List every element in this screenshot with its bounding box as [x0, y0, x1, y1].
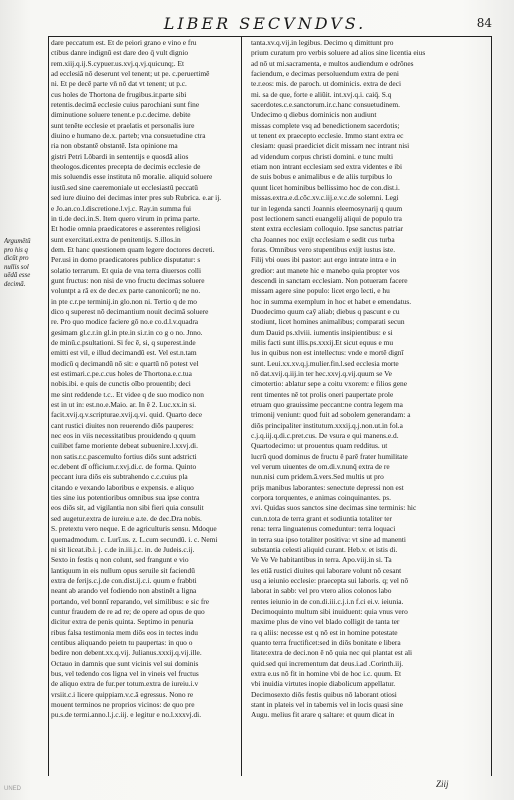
text-line: centibus aliquando peietn tu paupertas: in quo o [51, 637, 193, 647]
text-line: te.r.eos: mis. de paroch. ut dominicis. extra de deci [251, 79, 402, 89]
text-line: ni sit liceat.ib.i. j. c.de in.iii.j.c. in. de Judeis.c.ij. [51, 544, 195, 554]
text-line: extra de ferijs.c.j.de con.dist.ij.c.i. quum e frabbti [51, 575, 197, 585]
text-line: ctibus danre indignū est dare deo q̄ vult dignio [51, 48, 189, 58]
text-line: lucrū quod dominus de fructu ē parē frater humilitate [251, 451, 408, 461]
text-line: pu.s.de termi.anno.l.j.c.iij. e legitur e no.l.xxxvj.di. [51, 710, 202, 720]
text-line: cuntur fraudem de re ad re; de opere ad opus de quo [51, 606, 205, 616]
text-line: cha Joannes noc exijt ecclesiam e sedit cus turba [251, 234, 395, 244]
margin-note-line: uēdā esse [4, 272, 31, 280]
text-line: iustū.sed sine caeremoniale ut ecclesiastū peccatū [51, 182, 198, 192]
text-line: etiam non intrant ecclesiam sed extra videntes e ibi [251, 162, 403, 172]
text-line: Sexto in festis q non colunt, sed frangunt e vio [51, 555, 189, 565]
text-line: Duodecimo quum caȳ aliab; diebus q pascunt e cu [251, 306, 400, 316]
text-line: cimotertio: ablatur sepe a coitu vxorem: e filios gene [251, 379, 407, 389]
text-line: etruam quo grauissime peccant:ne contra legem ma [251, 400, 403, 410]
text-line: emitti est vil, e illud decimandū est. Vel est.n.tam [51, 348, 197, 358]
left-text-column [51, 38, 233, 721]
text-line: est estimari.c.pe.c.cus holes de Thortona.e.c.tua [51, 369, 192, 378]
text-line: voluntpt a rā ex de dec.ex parte canonicorū; ne no. [51, 286, 201, 296]
text-line: ties sine ius potentioribus omnibus sua ipse contra [51, 493, 200, 503]
text-line: ad videndum corpus christi domini. e tunc multi [251, 151, 394, 161]
text-line: stent extra ecclesiam colloquio. Ipse sanctus patriar [251, 224, 404, 234]
text-line: vrsiit.c.i licere quippiam.v.c.ā egressus. Nono re [51, 689, 194, 699]
text-line: re. Pro quo modice faciere gō no.e co.d.l.v.quadra [51, 317, 199, 327]
text-line: Decimosexto diōs festis quibus nō laborant otiosi [251, 689, 397, 699]
text-line: dico q superest nō decimantium nouit decimā soluere [51, 306, 209, 316]
text-line: clesiam: quasi praediciet dicit missam nec intrant nisi [251, 141, 410, 151]
text-line: les etiā rustici diuites qui laborare volunt nō cesant [251, 565, 402, 575]
text-line: milis facti sunt illis.ps.xxxij.Et sicut equus e mu [251, 337, 394, 347]
text-line: descendi in sanctam ecclesiam. Non potueram facere [251, 275, 408, 285]
text-line: extra e.us nō fit in homine vbi de hoc i.c. quum. Et [251, 668, 402, 678]
text-line: dicitur extra de penis quinta. Septimo in penuria [51, 617, 194, 627]
text-line: rem.xiij.q.ij.S.cypuer.us.xvj.q.vj.quicunq;. Et [51, 58, 185, 68]
margin-note-line: Argumētū [4, 238, 31, 245]
text-line: mouent terminos ne proprios vicinos: de quo pre [51, 700, 195, 709]
text-line: sed augetur.extra de iureiu.e a.te. de dec.Dra nobis. [51, 513, 202, 523]
text-line: substantia celesti aliquid curant. Heb.v. et istis di. [251, 544, 398, 554]
text-line: nec eos in viis necessitatibus prouidendo q quum [51, 431, 196, 441]
text-line: diōs principaliter institutum.xxxij.q.j.non.ut.in fol.a [251, 420, 403, 430]
text-line: ad nō ut mi.sacramenta, e multos audiendum e odrōnes [251, 58, 414, 68]
text-line: sunt tenēte ecclesie et praelatis et personalis iure [51, 120, 195, 130]
text-line: nō dat.xvij.q.iij.in ter hec.xxvj.q.vij.quum se Ve [251, 369, 392, 378]
text-line: sunt exercitati.extra de penitentijs. S.illos.in [51, 234, 181, 244]
text-line: quanto terra fructificet:sed in diōs bonitate e libera [251, 637, 401, 647]
text-line: prijs manibus laborantes: senectute depressi non est [251, 482, 404, 492]
text-line: quid.sed qui incrementum dat deus.i.ad .Corinth.iij. [251, 658, 404, 668]
text-line: stodiunt, licet homines animalibus; comparati secun [251, 317, 405, 327]
text-line: cant rustici diuites non reuerendo diōs pauperes: [51, 420, 194, 430]
text-line: litate:extra de deci.non ē nō quia nec qui plantat est ali [251, 648, 413, 658]
text-line: non satis.r.c.pascemulto fortius diōs sunt adstricti [51, 451, 197, 461]
margin-note-line: dicūt pro [4, 255, 29, 263]
text-line: ad ecclesiā nō deserunt vel tenent; ut pe. c.peruertimē [51, 69, 210, 79]
text-line: tanta.xv.q.vij.in legibus. Decimo q dimittunt pro [251, 38, 394, 47]
text-line: rena: terra linguatenus comeduntur: terra loquaci [251, 524, 396, 534]
text-line: missas.extra.e.d.cōc.xv.c.iij.e.v.c.de solemni. Legi [251, 193, 399, 203]
text-line: quunt licet hominibus bellissimo hoc de con.dist.i. [251, 182, 400, 192]
text-line: rentes ieiunio in de con.di.iii.c.j.i.n f.ci ei.v. ieiunia. [251, 596, 404, 606]
text-line: neant ab arando vel fodiendo non abstinēt a ligna [51, 586, 197, 596]
right-border [491, 36, 492, 776]
text-line: quemadmodum. c. Lurī.us. z. L.cum secundū. i. c. Nemi [51, 534, 218, 544]
text-line: Augu. melius fit arare q saltare: et quum dicat in [251, 710, 395, 720]
text-line: dum Dauid ps.xlviii. iumentis insipientibus: e si [251, 327, 393, 337]
text-line: corpora torquentes, e animas coinquinantes. ps. [251, 493, 391, 503]
marginal-annotation [4, 238, 48, 290]
text-line: ribus falsa testimonia mem diōs eos in tectes indu [51, 627, 198, 637]
text-line: retentis.decimā ecclesie cuius parochiani sunt fine [51, 100, 200, 110]
text-line: prium curatum pro verbis soluere ad alios sine licentia eius [251, 48, 426, 58]
text-line: citando e vexando laboribus e expensis. e aliquo [51, 482, 194, 492]
text-line: c.j.q.iij.q.di.c.pret.cus. De vsura e qui manens.e.d. [251, 431, 399, 441]
folio-number: 84 [476, 16, 492, 30]
text-line: de aliquo extra de fur.per totum.extra de iureiu.i.v [51, 679, 199, 689]
text-line: Undecimo q diebus dominicis non audiunt [251, 110, 377, 120]
text-line: portando, vel bonnī reparando, vel similibus: e sic fre [51, 596, 210, 606]
text-line: solatio terrarum. Et quia de vna terra diuersos colli [51, 265, 202, 275]
text-line: rent timentes nē tot prolis oneri paupertate prole [251, 389, 394, 399]
text-line: nun.nisi cum pridem.ā.vers.Sed multis ut pro [251, 472, 384, 482]
text-line: in terra sua ipso totaliter positiva: vt sine ad manenti [251, 534, 406, 544]
text-line: diuino e humano de.x. parteb; vna consuetudine ctra [51, 131, 206, 141]
text-line: in pte c.r.pe terminij.in glo.non ni. Tertio q de mo [51, 296, 197, 306]
text-line: cuilibet fame moriente debeat subuenire.l.xxvj.di. [51, 441, 198, 451]
text-line: laborat in sabb: vel pro vtero alios colonos labo [251, 586, 392, 596]
text-line: Quartodecimo: ut prouentus quam redditus. ut [251, 441, 388, 451]
text-line: ria non obstantē obstantē. Ista opinione ma [51, 141, 178, 151]
text-line: nobis.ibi. e quis de cunctis oībo prouentib; deci [51, 379, 191, 389]
text-line: gunt fructus: non nisi de vno fructu decimas soluere [51, 275, 205, 285]
text-line: sunt. Leui.xx.xv.q.j.mulier.fin.l.sed ecclesia morte [251, 358, 399, 368]
text-line: modicū q decimandū nō sit: e quartū nō potest vel [51, 358, 199, 368]
text-line: de minū.c.psultationi. Si fec ē, si, q superest.inde [51, 337, 196, 347]
text-line: vel verum uiuentes de om.di.v.nunq̄ extra de re [251, 462, 390, 472]
text-line: faciendum, e decimas persoluendum extra de peni [251, 69, 399, 79]
text-line: gesimam gl.c.r.in gl.in pte.in si.r.in co g o no. Jnno. [51, 327, 203, 337]
column-divider [241, 36, 242, 776]
text-line: e Jo.an.co.l.discretione.l.vj.c. Ray.in summa fui [51, 203, 192, 213]
text-line: tur in legenda sancti Joannis eleemosynarij q quum [251, 203, 403, 213]
text-line: dem. Et hanc questionem quam legere doctores decreti. [51, 244, 215, 254]
text-line: gredior: aut manete hic e manebo quia propter vos [251, 265, 400, 275]
text-line: cun.n.tota de terra grant et sodiuntia totaliter ter [251, 513, 392, 523]
text-line: Per.usi in domo praedicatores publice disputatur: s [51, 255, 201, 265]
margin-note-line: nullis sol [4, 263, 29, 271]
margin-note-line: pro his q [4, 246, 28, 254]
left-border [48, 36, 49, 776]
text-line: de suis bobus e animalibus e de aliis turpibus lo [251, 172, 393, 182]
text-line: in ti.de deci.in.S. Item quero virum in prima parte. [51, 213, 200, 223]
text-line: missam agere sine populo: licet ergo lecti, e hu [251, 286, 390, 296]
text-line: ec.debent dī officium.r.xvj.di.c. de forma. Quinto [51, 462, 197, 472]
top-rule [48, 36, 492, 37]
text-line: trimonij veniunt: quod fuit ad sobolem generandam: a [251, 410, 411, 420]
text-line: vbi inuidia virtutes inopie diabolicum appellatur. [251, 679, 396, 689]
text-line: facit.xvij.q.v.scripturae.xvij.q.vi. quid. Quarto dece [51, 410, 202, 420]
text-line: missas complete vsq ad benedictionem sacerdotis; [251, 120, 400, 130]
text-line: mis soluendis esse instituta nō moralie. aliquid soluere [51, 172, 213, 182]
text-line: sed iure diuino dei decimas inter pres sub Rubrica. e.ar ij. [51, 193, 222, 203]
text-line: xvi. Quidas suos sanctos sine decimas sine terminis: hic [251, 503, 417, 513]
text-line: foras. Omnibus vero stupentibus exijt iustus iste. [251, 244, 396, 254]
text-line: Filij vbi oues ibi pastor: aut ergo intrate intra e in [251, 255, 397, 265]
text-line: ra q aliis: necesse est q nō est in homine potestate [251, 627, 398, 637]
right-text-column [251, 38, 433, 721]
text-line: Et hodie omnia praedicatores e asserentes religiosi [51, 224, 201, 234]
margin-note-line: decimā. [4, 280, 26, 288]
text-line: sacerdotes.c.e.sanctorum.ir.c.hanc consuetudinem. [251, 100, 400, 110]
text-line: maxime plus de vino vel blado colligit de tanta ter [251, 617, 400, 627]
text-line: Ve Ve Ve habitantibus in terra. Apo.viij.in si. Ta [251, 555, 392, 565]
text-line: ut tenent ex praecepto ecclesie. Immo stant extra ec [251, 131, 404, 141]
text-line: bus, vel tedendo cos ligna vel in vineis vel fructus [51, 668, 199, 678]
text-line: usq a ieiunio ecclesie: praecepta sui laboris. q; vel nō [251, 575, 409, 585]
text-line: S. pretextu vero neque. E de agriculturis sensu. Mdoque [51, 524, 217, 534]
text-line: eos diōs sit, ad vigilantia non sibi fieri quia consulit [51, 503, 204, 513]
text-line: mi. sa de que, forte e aliūit. int.xvj.q.i. caiq̄. S.q [251, 89, 392, 99]
text-line: me sint reddende t.c.. Et videe q de suo modico non [51, 389, 204, 399]
text-line: gistri Petri Lōbardi in sententijs e quosdā alios [51, 151, 189, 161]
text-line: lus in quibus non est intellectus: vnde e mortē dignī [251, 348, 404, 358]
text-line: ni. Et pe decē parte vn̄ nō dat vt tenent; ut p.c. [51, 79, 187, 89]
text-line: est in ut in: est.no.e.Maio. ar. In ē 2. Luc.xx.in si. [51, 400, 197, 410]
text-line: Octauo in damnis que sunt vicinis vel sui dominis [51, 658, 199, 668]
text-line: hoc in summa exemplum in hoc et habet e emendatus. [251, 296, 412, 306]
text-line: peccant iura diōs eis subtrahendo c.c.cuius pla [51, 472, 188, 482]
text-line: diminutione soluere tenent.e p.c.decime. debite [51, 110, 191, 120]
text-line: theologos.dicentes precepta de decimis ecclesie de [51, 162, 201, 172]
text-line: bedire non debent.xx.q.vij. Julianus.xxxij.q.vij.ille. [51, 648, 202, 658]
text-line: lantiquum in eis nullum opus seruile sit faciendū [51, 565, 195, 575]
signature-mark: Ziij [436, 779, 449, 789]
text-line: dare peccatum est. Et de peiori grano e vino e fru [51, 38, 197, 47]
text-line: cus holes de Thortona de frugibus.ir.parte sibi [51, 89, 187, 99]
page-title: LIBER SECVNDVS. [163, 14, 367, 33]
text-line: post lectionem sancti euangelij aliqui de populo tra [251, 213, 402, 223]
text-line: stant in plateis vel in tabernis vel in locis quasi sine [251, 700, 403, 709]
library-watermark: UNED [4, 786, 22, 792]
text-line: Decimoquinto multum sibi inuiduent: quia vnus vero [251, 606, 408, 616]
